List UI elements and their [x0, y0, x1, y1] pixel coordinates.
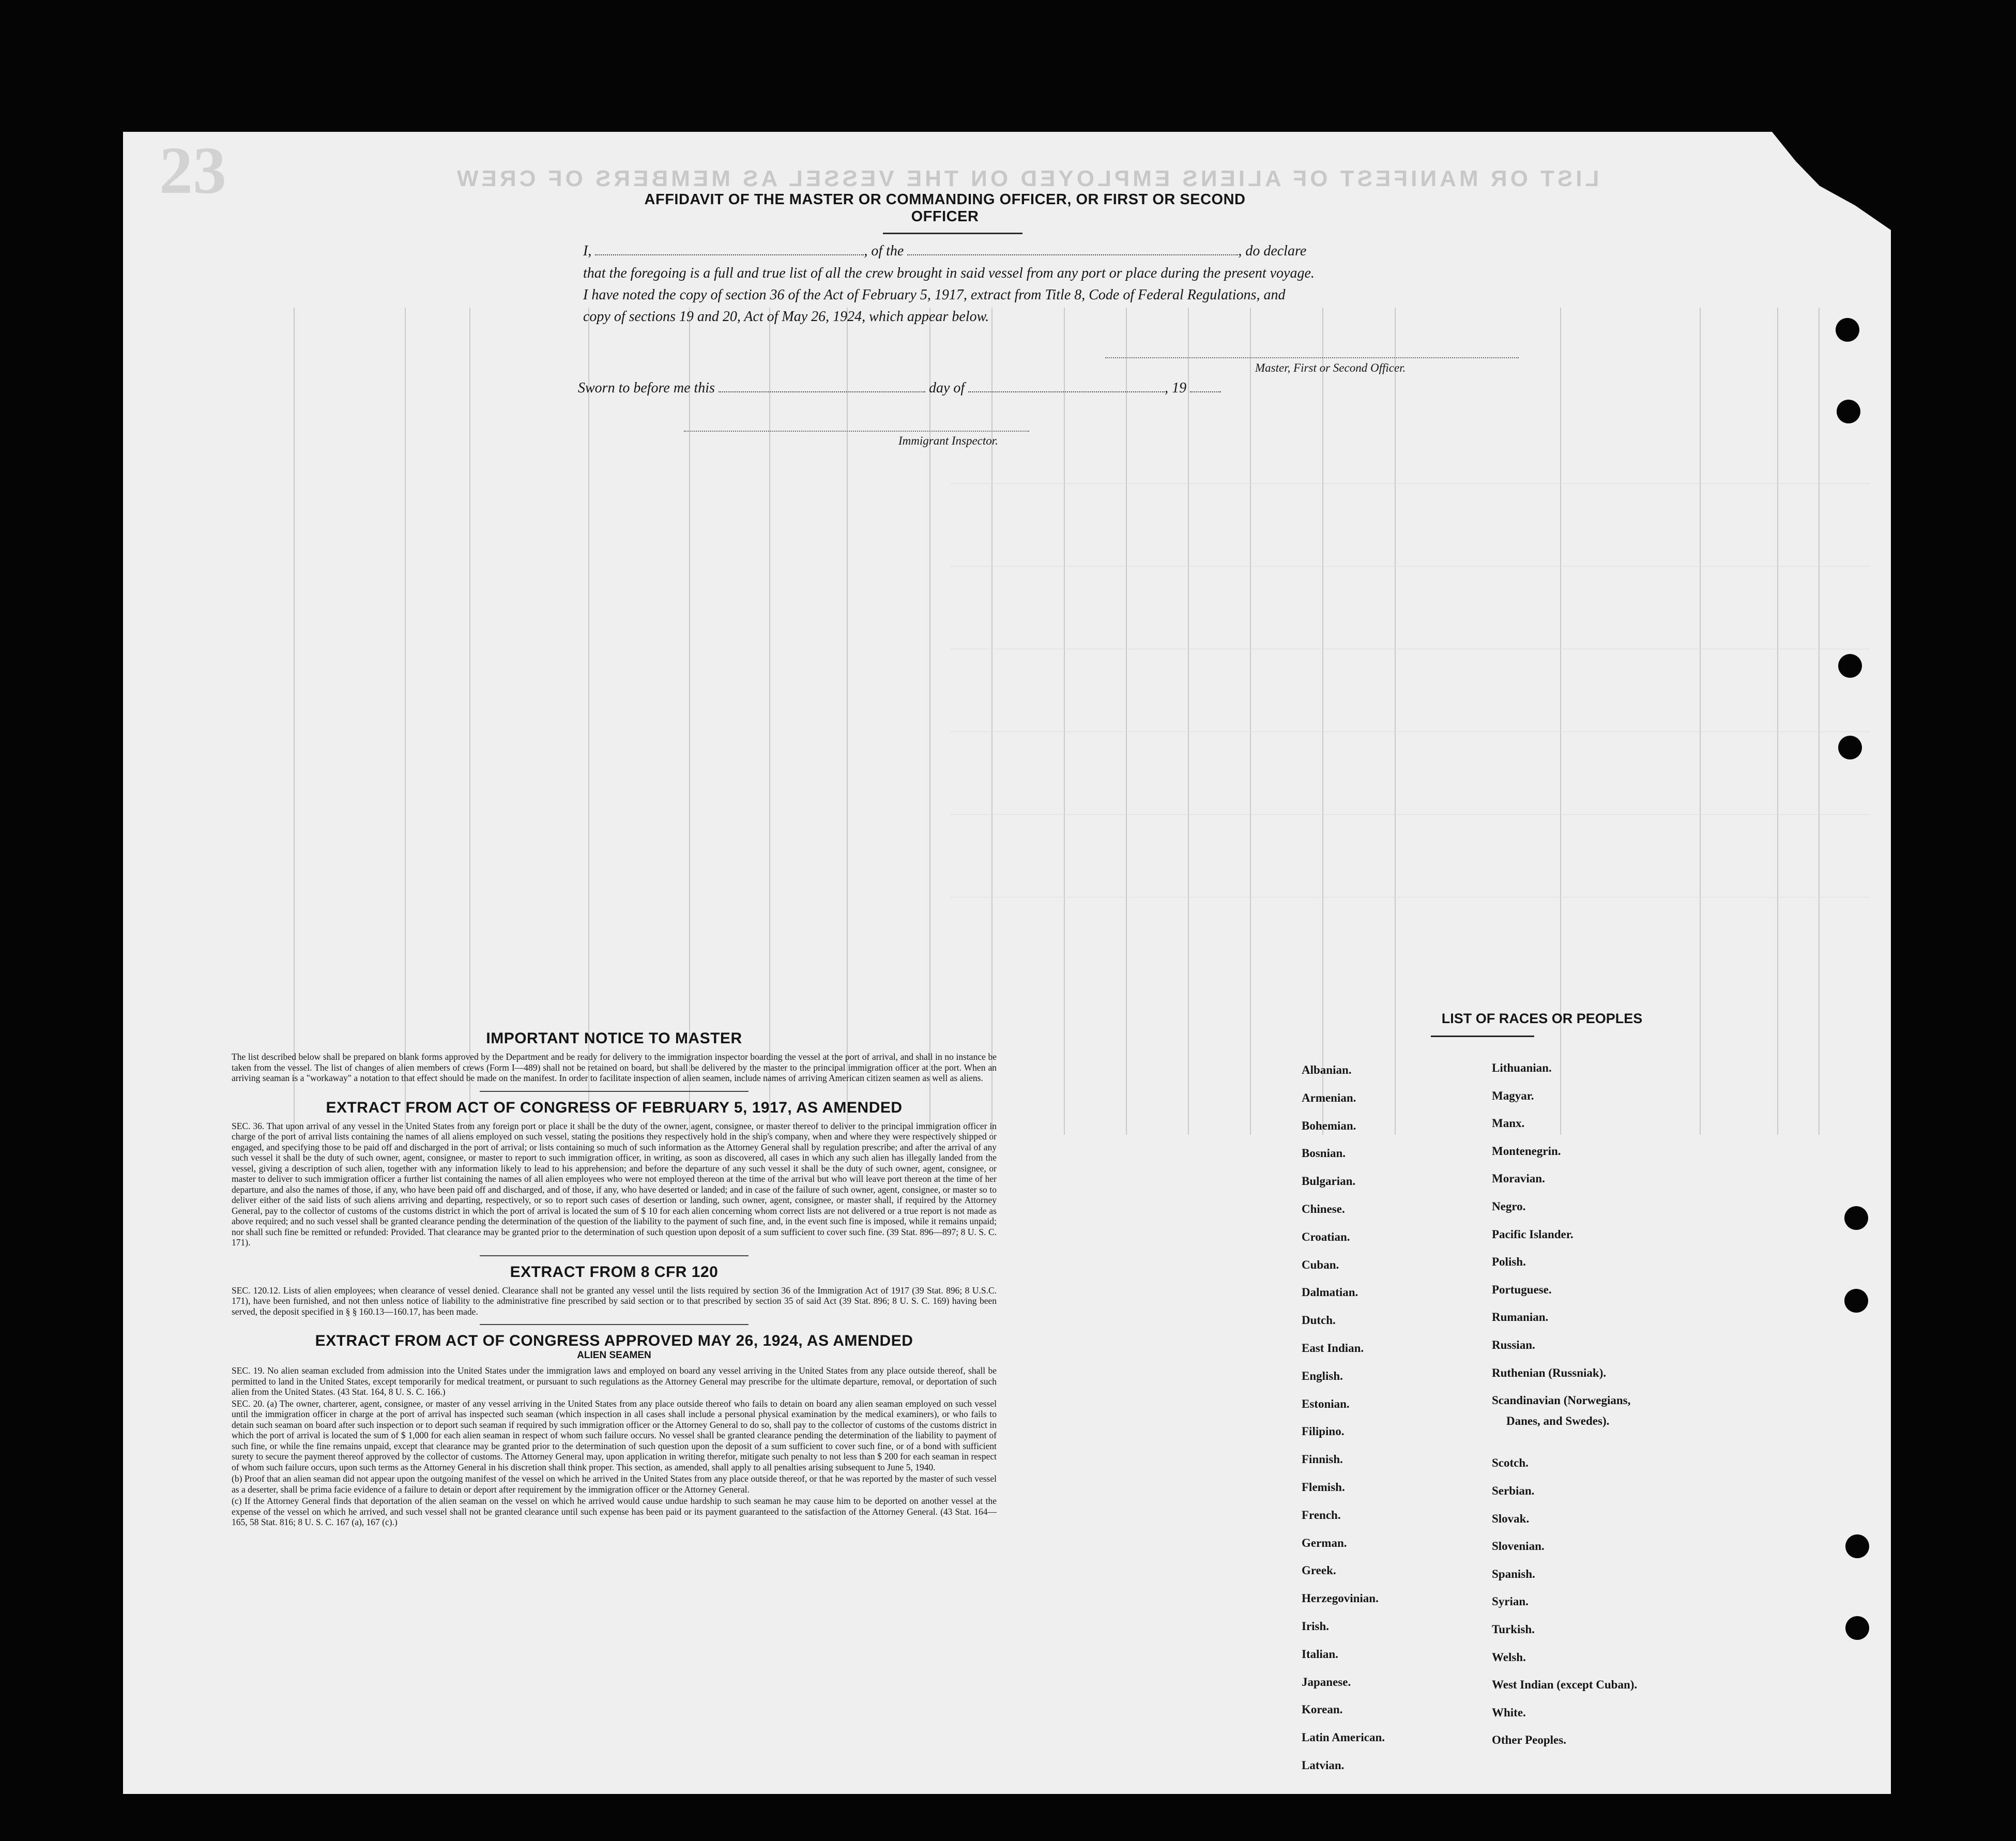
punch-hole: [1845, 1534, 1869, 1558]
grid-row: [950, 814, 1870, 815]
race-item: Dutch.: [1302, 1314, 1336, 1327]
race-item: English.: [1302, 1369, 1343, 1382]
affidavit-title-rule: [883, 233, 1022, 234]
punch-hole: [1844, 1289, 1868, 1313]
race-item: Croatian.: [1302, 1230, 1350, 1243]
sworn-month-field[interactable]: [968, 380, 1165, 392]
race-item: Slovenian.: [1492, 1540, 1545, 1553]
race-item: Spanish.: [1492, 1567, 1535, 1580]
legal-notices: [232, 1030, 997, 1528]
affidavit-line-4: copy of sections 19 and 20, Act of May 26, 1924, which appear below.: [583, 309, 989, 325]
sworn-line: [578, 380, 1221, 397]
affidavit-line-3: I have noted the copy of section 36 of the Act of February 5, 1917, extract from Title 8, Code of Federal Regulations, and: [583, 287, 1286, 303]
section-divider: [480, 1091, 749, 1092]
race-item: Russian.: [1492, 1338, 1535, 1351]
extract-1917-title: EXTRACT FROM ACT OF CONGRESS OF FEBRUARY 5, 1917, AS AMENDED: [326, 1099, 903, 1116]
race-item: Filipino.: [1302, 1425, 1345, 1438]
master-signature-label: Master, First or Second Officer.: [1255, 361, 1406, 374]
race-item: Armenian.: [1302, 1091, 1356, 1104]
notice-text: The list described below shall be prepared on blank forms approved by the Department and be ready for delivery to the immigration inspector boarding the vessel at the port of arrival, and shall in no instance be taken from the vessel. The list of changes of alien members of crews (Form I—489) shall not be retained on board, but shall be delivered by the master to the principal immigration officer at the port. When an arriving seaman is a "workaway" a notation to that effect should be made on the manifest. In order to facilitate inspection of alien seamen, include names of arriving American citizen seamen as well as aliens.: [232, 1052, 997, 1083]
grid-line: [929, 308, 930, 1135]
cfr-120-title: EXTRACT FROM 8 CFR 120: [510, 1263, 719, 1281]
race-item: Bulgarian.: [1302, 1175, 1356, 1188]
race-item: Lithuanian.: [1492, 1061, 1552, 1074]
races-title: LIST OF RACES OR PEOPLES: [1441, 1011, 1643, 1026]
grid-row: [950, 483, 1870, 484]
race-item: Welsh.: [1492, 1650, 1526, 1664]
vessel-name-field[interactable]: [907, 243, 1238, 255]
grid-line: [405, 308, 406, 1135]
master-signature-line[interactable]: [1105, 357, 1519, 358]
punch-hole: [1838, 654, 1862, 678]
sec-20b-text: (b) Proof that an alien seaman did not appear upon the outgoing manifest of the vessel on which he arrived in the United States from any place outside thereof, or that he was reported by the master of such vessel as a deserter, shall be prima facie evidence of a failure to detain or deport after requirement by the immigration officer or the Attorney General.: [232, 1473, 997, 1495]
race-item: Latvian.: [1302, 1759, 1345, 1772]
race-item: Magyar.: [1492, 1089, 1534, 1102]
sworn-day-field[interactable]: [719, 380, 925, 392]
declarant-label: I,: [583, 243, 592, 259]
sec-20a-text: SEC. 20. (a) The owner, charterer, agent, consignee, or master of any vessel arriving in the United States from any place outside thereof who fails to detain on board any alien seaman employed on such vessel until the immigration officer in charge at the port of arrival has inspected such seaman (which inspection in all cases shall include a personal physical examination by the medical examiners), or who fails to detain such seaman on board after such inspection or to deport such seaman if required by such immigration officer or the Attorney General to do so, shall pay to the collector of customs of the customs district in which the port of arrival is located the sum of $ 1,000 for each alien seaman in respect of whom such failure occurs. No vessel shall be granted clearance pending the determination of the liability to payment of such fine, or while the fine remains unpaid, except that clearance may be granted prior to the determination of such question upon the deposit of a sum sufficient to cover such fine, or of a bond with sufficient surety to secure the payment thereof approved by the collector of customs. The Attorney General may, upon application in writing therefor, mitigate such penalty to not less than $ 200 for each seaman in respect of whom such failure occurs, upon such terms as the Attorney General in his discretion shall think proper. This section, as amended, shall apply to all penalties arising subsequent to June 5, 1940.: [232, 1398, 997, 1472]
declare-label: , do declare: [1238, 243, 1307, 259]
race-item: Dalmatian.: [1302, 1286, 1358, 1299]
inspector-signature-line[interactable]: [684, 431, 1029, 432]
race-item: Slovak.: [1492, 1512, 1530, 1525]
race-item: Other Peoples.: [1492, 1733, 1566, 1747]
race-item: White.: [1492, 1706, 1526, 1719]
race-item: Albanian.: [1302, 1063, 1352, 1076]
race-item: French.: [1302, 1508, 1341, 1522]
race-item: Herzegovinian.: [1302, 1592, 1379, 1605]
grid-line: [847, 308, 848, 1135]
race-item: Montenegrin.: [1492, 1144, 1561, 1158]
race-item: Syrian.: [1492, 1595, 1529, 1608]
race-item: Latin American.: [1302, 1731, 1385, 1744]
grid-line: [689, 308, 690, 1135]
grid-line: [1322, 308, 1323, 1135]
extract-1917-text: SEC. 36. That upon arrival of any vessel in the United States from any foreign port or place it shall be the duty of the owner, agent, consignee, or master thereof to deliver to the principal immigration officer in charge of the port of arrival lists containing the names of all aliens employed on such vessel, stating the positions they respectively hold in the ship's company, when and where they were respectively shipped or engaged, and specifying those to be paid off and discharged in the port of arrival; or lists containing so much of such information as the Attorney General shall by regulation prescribe; and after the arrival of any such vessel it shall be the duty of such owner, agent, consignee, or master to report to such immigration officer, in writing, as soon as discovered, all cases in which any such alien has illegally landed from the vessel, giving a description of such alien, together with any information likely to lead to his apprehension; and before the departure of any such vessel it shall be the duty of such owner, agent, consignee, or master to deliver to such immigration officer a further list containing the names of all alien employees who were not employed thereon at the time of the arrival but who will leave port thereon at the time of her departure, and also the names of those, if any, who have been paid off and discharged, and of those, if any, who have deserted or landed; and in case of the failure of such owner, agent, consignee, or master so to deliver either of the said lists of such aliens arriving and departing, respectively, or so to report such cases of desertion or landing, such owner, agent, consignee, or master shall, if required by the Attorney General, pay to the collector of customs of the customs district in which the port of arrival is located the sum of $ 10 for each alien concerning whom correct lists are not delivered or a true report is not made as above required; and no such vessel shall be granted clearance pending the determination of the question of the liability to the payment of such fine, and, in the event such fine is imposed, while it remains unpaid; nor shall such fine be remitted or refunded: Provided. That clearance may be granted prior to the determination of such question upon deposit of a sum sufficient to cover such fine. (39 Stat. 896—897; 8 U. S. C. 171).: [232, 1120, 997, 1247]
sec-20c-text: (c) If the Attorney General finds that deportation of the alien seaman on the vessel on which he arrived would cause undue hardship to such seaman he may cause him to be deported on another vessel at the expense of the vessel on which he arrived, and such vessel shall not be granted clearance until such expense has been paid or its payment guaranteed to the satisfaction of the Attorney General. (43 Stat. 164—165, 58 Stat. 816; 8 U. S. C. 167 (a), 167 (c).): [232, 1496, 997, 1527]
grid-line: [469, 308, 470, 1135]
race-item: Manx.: [1492, 1117, 1525, 1130]
grid-line: [1064, 308, 1065, 1135]
punch-hole: [1837, 400, 1860, 423]
grid-line: [769, 308, 770, 1135]
section-divider: [480, 1255, 749, 1256]
manifest-title-bleedthrough: LIST OR MANIFEST OF ALIENS EMPLOYED ON THE VESSEL AS MEMBERS OF CREW: [454, 166, 1599, 191]
grid-line: [294, 308, 295, 1135]
race-item: Italian.: [1302, 1647, 1338, 1661]
race-item: Danes, and Swedes).: [1506, 1414, 1610, 1427]
race-item: Negro.: [1492, 1200, 1526, 1213]
race-item: Scotch.: [1492, 1456, 1529, 1470]
section-divider: [480, 1324, 749, 1325]
race-item: Bohemian.: [1302, 1119, 1356, 1132]
notice-title: IMPORTANT NOTICE TO MASTER: [486, 1030, 742, 1047]
grid-line: [1250, 308, 1251, 1135]
race-item: West Indian (except Cuban).: [1492, 1678, 1638, 1692]
race-item: East Indian.: [1302, 1342, 1364, 1355]
extract-1924-title: EXTRACT FROM ACT OF CONGRESS APPROVED MAY 26, 1924, AS AMENDED: [315, 1332, 913, 1349]
year-label: , 19: [1165, 380, 1187, 396]
race-item: Irish.: [1302, 1620, 1330, 1633]
torn-corner: [1772, 132, 1891, 230]
punch-hole: [1845, 1616, 1869, 1640]
sworn-label: Sworn to before me this: [578, 380, 715, 396]
race-item: Pacific Islander.: [1492, 1227, 1574, 1241]
grid-line: [1819, 308, 1820, 1135]
grid-line: [1777, 308, 1778, 1135]
grid-line: [588, 308, 589, 1135]
race-item: Bosnian.: [1302, 1147, 1346, 1160]
sheet-number-bleedthrough: 23: [159, 133, 226, 208]
punch-hole: [1844, 1206, 1868, 1230]
punch-hole: [1836, 318, 1859, 342]
grid-row: [950, 566, 1870, 567]
inspector-label: Immigrant Inspector.: [898, 434, 998, 447]
punch-hole: [1838, 736, 1862, 759]
sworn-year-field[interactable]: [1190, 380, 1221, 392]
grid-line: [1188, 308, 1189, 1135]
manifest-sheet: [123, 132, 1891, 1794]
grid-line: [1126, 308, 1127, 1135]
race-item: Portuguese.: [1492, 1283, 1552, 1296]
race-item: German.: [1302, 1536, 1347, 1549]
affidavit-line-2: that the foregoing is a full and true list of all the crew brought in said vessel from any port or place during the present voyage.: [583, 265, 1315, 281]
race-item: Moravian.: [1492, 1172, 1545, 1185]
race-item: Turkish.: [1492, 1623, 1535, 1636]
race-item: Rumanian.: [1492, 1311, 1549, 1324]
race-item: Serbian.: [1492, 1484, 1535, 1497]
race-item: Korean.: [1302, 1703, 1343, 1716]
race-item: Estonian.: [1302, 1397, 1350, 1410]
race-item: Cuban.: [1302, 1258, 1339, 1271]
cfr-120-text: SEC. 120.12. Lists of alien employees; when clearance of vessel denied. Clearance shall not be granted any vessel until the lists required by section 36 of the Immigration Act of 1917 (39 Stat. 896; 8 U.S.C. 171), have been furnished, and not then unless notice of liability to the administrative fine prescribed by said section or to that prescribed by section 35 of said Act (39 Stat. 896; 8 U. S. C. 169) having been served, the deposit specified in § § 160.13—160.17, has been made.: [232, 1285, 997, 1317]
race-item: Ruthenian (Russniak).: [1492, 1366, 1607, 1379]
alien-seamen-subtitle: ALIEN SEAMEN: [577, 1350, 651, 1361]
affidavit-title: AFFIDAVIT OF THE MASTER OR COMMANDING OFFICER, OR FIRST OR SECOND OFFICER: [644, 191, 1246, 225]
race-item: Chinese.: [1302, 1203, 1345, 1215]
affidavit-declaration-line: [583, 243, 1306, 260]
races-title-rule: [1431, 1036, 1534, 1037]
vessel-label: , of the: [864, 243, 904, 259]
grid-line: [991, 308, 992, 1135]
day-of-label: day of: [928, 380, 965, 396]
declarant-name-field[interactable]: [595, 243, 864, 255]
race-item: Japanese.: [1302, 1675, 1351, 1688]
race-item: Flemish.: [1302, 1481, 1345, 1494]
race-item: Polish.: [1492, 1255, 1526, 1269]
race-item: Greek.: [1302, 1564, 1336, 1577]
race-item: Finnish.: [1302, 1453, 1343, 1466]
sec-19-text: SEC. 19. No alien seaman excluded from admission into the United States under the immigration laws and employed on board any vessel arriving in the United States from any place outside thereof, shall be permitted to land in the United States, except temporarily for medical treatment, or pursuant to such regulations as the Attorney General may prescribe for the ultimate departure, removal, or deportation of such alien from the United States. (43 Stat. 164, 8 U. S. C. 166.): [232, 1365, 997, 1397]
race-item: Scandinavian (Norwegians,: [1492, 1394, 1631, 1407]
